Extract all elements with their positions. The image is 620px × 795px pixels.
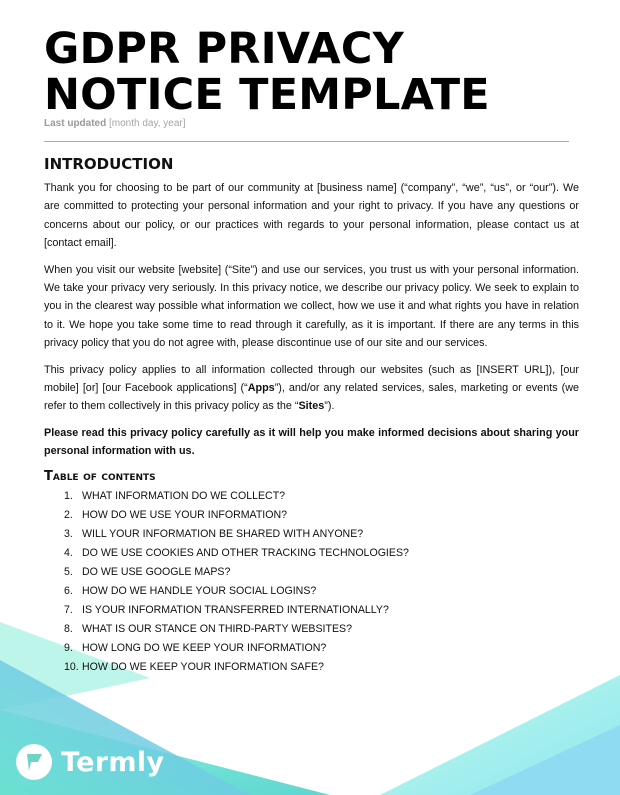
intro-paragraph-1: Thank you for choosing to be part of our community at [business name] (“company”, “we”, “us”, or “our”). We are committed to protecting your personal information and your right to privacy. If you have any questions or concerns about our policy, or our practices with regards to your personal information, please contact us at [contact email]. bbox=[44, 182, 579, 250]
toc-text: IS YOUR INFORMATION TRANSFERRED INTERNATIONALLY? bbox=[82, 603, 389, 616]
toc-item[interactable] bbox=[64, 582, 579, 601]
toc-item[interactable] bbox=[64, 658, 579, 677]
toc-text: DO WE USE GOOGLE MAPS? bbox=[82, 565, 231, 578]
toc-text: HOW DO WE HANDLE YOUR SOCIAL LOGINS? bbox=[82, 584, 317, 597]
introduction-heading: INTRODUCTION bbox=[44, 155, 174, 173]
toc-item[interactable] bbox=[64, 487, 579, 506]
toc-item[interactable] bbox=[64, 601, 579, 620]
toc-text: WILL YOUR INFORMATION BE SHARED WITH ANYONE? bbox=[82, 527, 364, 540]
intro-paragraph-3 bbox=[44, 361, 579, 416]
intro-paragraph-2: When you visit our website [website] (“Site”) and use our services, you trust us with your personal information. We take your privacy very seriously. In this privacy notice, we describe our privacy policy. We seek to explain to you in the clearest way possible what information we collect, how we use it and what rights you have in relation to it. We hope you take some time to read through it carefully, as it is important. If there are any terms in this privacy policy that you do not agree with, please discontinue use of our site and our services. bbox=[44, 263, 579, 350]
toc-text: WHAT INFORMATION DO WE COLLECT? bbox=[82, 489, 286, 502]
apps-term: Apps bbox=[247, 382, 275, 395]
termly-logo[interactable] bbox=[16, 744, 164, 780]
toc-number: 8. bbox=[64, 622, 73, 635]
toc-number: 10. bbox=[64, 660, 79, 673]
title-divider bbox=[44, 141, 569, 142]
last-updated-value: [month day, year] bbox=[109, 118, 186, 129]
toc-number: 7. bbox=[64, 603, 73, 616]
toc-number: 6. bbox=[64, 584, 73, 597]
toc-number: 2. bbox=[64, 508, 73, 521]
toc-item[interactable] bbox=[64, 525, 579, 544]
p3-text-a: This privacy policy applies to all information collected through our websites (such as [INSERT URL]), [our mobile] [or] [our Facebook applications] (“ bbox=[44, 363, 579, 395]
toc-item[interactable] bbox=[64, 639, 579, 658]
toc-number: 4. bbox=[64, 546, 73, 559]
last-updated bbox=[44, 118, 186, 129]
toc-heading: Table of contents bbox=[44, 468, 156, 484]
toc-text: HOW DO WE KEEP YOUR INFORMATION SAFE? bbox=[82, 660, 324, 673]
toc-item[interactable] bbox=[64, 620, 579, 639]
document-body bbox=[44, 155, 579, 677]
page-title bbox=[44, 26, 490, 118]
brand-name: Termly bbox=[61, 746, 165, 778]
p3-text-c: ”). bbox=[324, 400, 335, 413]
termly-logo-icon bbox=[16, 744, 52, 780]
title-line-1: GDPR PRIVACY bbox=[44, 24, 404, 74]
table-of-contents bbox=[44, 487, 579, 677]
intro-paragraph-4: Please read this privacy policy carefully as it will help you make informed decisions about sharing your personal information with us. bbox=[44, 426, 579, 458]
toc-item[interactable] bbox=[64, 544, 579, 563]
toc-text: WHAT IS OUR STANCE ON THIRD-PARTY WEBSITES? bbox=[82, 622, 352, 635]
toc-text: HOW DO WE USE YOUR INFORMATION? bbox=[82, 508, 288, 521]
toc-number: 3. bbox=[64, 527, 73, 540]
last-updated-label: Last updated bbox=[44, 118, 107, 129]
toc-number: 5. bbox=[64, 565, 73, 578]
toc-number: 9. bbox=[64, 641, 73, 654]
toc-item[interactable] bbox=[64, 506, 579, 525]
toc-text: HOW LONG DO WE KEEP YOUR INFORMATION? bbox=[82, 641, 327, 654]
p3-text-b: ”), and/or any related services, sales, marketing or events (we refer to them collectively in this privacy policy as the “ bbox=[44, 382, 579, 413]
title-line-2: NOTICE TEMPLATE bbox=[44, 70, 490, 120]
toc-text: DO WE USE COOKIES AND OTHER TRACKING TECHNOLOGIES? bbox=[82, 546, 409, 559]
sites-term: Sites bbox=[298, 400, 325, 413]
toc-number: 1. bbox=[64, 489, 73, 502]
toc-item[interactable] bbox=[64, 563, 579, 582]
